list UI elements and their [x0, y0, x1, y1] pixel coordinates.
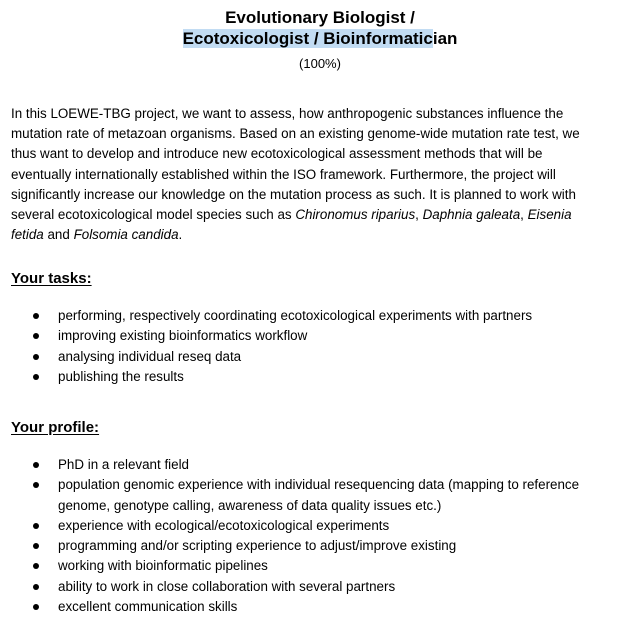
bullet-icon: [33, 354, 39, 360]
bullet-icon: [33, 462, 39, 468]
species-name: Chironomus riparius: [295, 207, 416, 223]
bullet-icon: [33, 482, 39, 488]
list-item-text-continued: genome, genotype calling, awareness of data quality issues etc.): [58, 497, 442, 513]
list-item-text: performing, respectively coordinating ecotoxicological experiments with partners: [58, 308, 533, 323]
bullet-icon: [33, 584, 39, 590]
list-item: [0, 306, 532, 326]
bullet-icon: [33, 333, 39, 339]
period: .: [178, 227, 183, 243]
list-item: [0, 367, 532, 387]
intro-line: thus want to develop and introduce new ecotoxicological assessment methods that will be: [11, 146, 543, 162]
list-item: [0, 556, 579, 576]
intro-line: eventually internationally established within the ISO framework. Furthermore, the project will: [11, 166, 556, 182]
list-item-text: analysing individual reseq data: [58, 348, 242, 364]
species-name: fetida: [11, 227, 44, 243]
bullet-icon: [33, 543, 39, 549]
intro-line: significantly increase our knowledge on the mutation process as such. It is planned to work with: [11, 186, 576, 202]
list-item-text: excellent communication skills: [58, 599, 238, 615]
list-item-text: publishing the results: [58, 368, 184, 384]
list-item-text: population genomic experience with individual resequencing data (mapping to reference: [58, 477, 580, 493]
species-name: Daphnia galeata: [422, 207, 521, 223]
separator: ,: [520, 207, 528, 223]
list-item: [0, 516, 579, 536]
list-item-text: ability to work in close collaboration with several partners: [58, 578, 396, 594]
tasks-list: [0, 306, 532, 387]
profile-heading: Your profile:: [11, 419, 100, 436]
list-item: [0, 347, 532, 367]
list-item-text: PhD in a relevant field: [58, 457, 190, 472]
conjunction: and: [43, 227, 74, 243]
list-item-text: programming and/or scripting experience to adjust/improve existing: [58, 538, 457, 554]
list-item-text: improving existing bioinformatics workflow: [58, 328, 308, 344]
list-item-text: working with bioinformatic pipelines: [58, 558, 268, 574]
bullet-icon: [33, 523, 39, 529]
list-item: [0, 326, 532, 346]
intro-line-text: several ecotoxicological model species such as: [11, 207, 296, 223]
list-item-text: experience with ecological/ecotoxicological experiments: [58, 517, 390, 533]
separator: ,: [415, 207, 423, 223]
intro-line: mutation rate of metazoan organisms. Based on an existing genome-wide mutation rate test, we: [11, 126, 580, 142]
bullet-icon: [33, 313, 39, 319]
tasks-heading: Your tasks:: [11, 270, 92, 287]
job-title-line-2: [0, 29, 640, 49]
job-title-line-2-rest: ian: [432, 29, 458, 48]
intro-line: [11, 225, 639, 245]
bullet-icon: [33, 563, 39, 569]
profile-list: [0, 455, 579, 617]
job-title-line-1: Evolutionary Biologist /: [225, 8, 415, 27]
employment-percentage: (100%): [299, 56, 341, 71]
species-name: Eisenia: [527, 207, 572, 223]
bullet-icon: [33, 604, 39, 610]
list-item: [0, 597, 579, 617]
bullet-icon: [33, 374, 39, 380]
intro-paragraph: [11, 104, 639, 245]
species-name: Folsomia candida: [73, 227, 179, 243]
intro-line: In this LOEWE-TBG project, we want to assess, how anthropogenic substances influence the: [11, 106, 564, 121]
list-item: [0, 475, 579, 516]
selected-text-highlight[interactable]: Ecotoxicologist / Bioinformatic: [182, 29, 433, 48]
list-item: [0, 455, 579, 475]
list-item: [0, 577, 579, 597]
intro-line: [11, 205, 639, 225]
list-item: [0, 536, 579, 556]
